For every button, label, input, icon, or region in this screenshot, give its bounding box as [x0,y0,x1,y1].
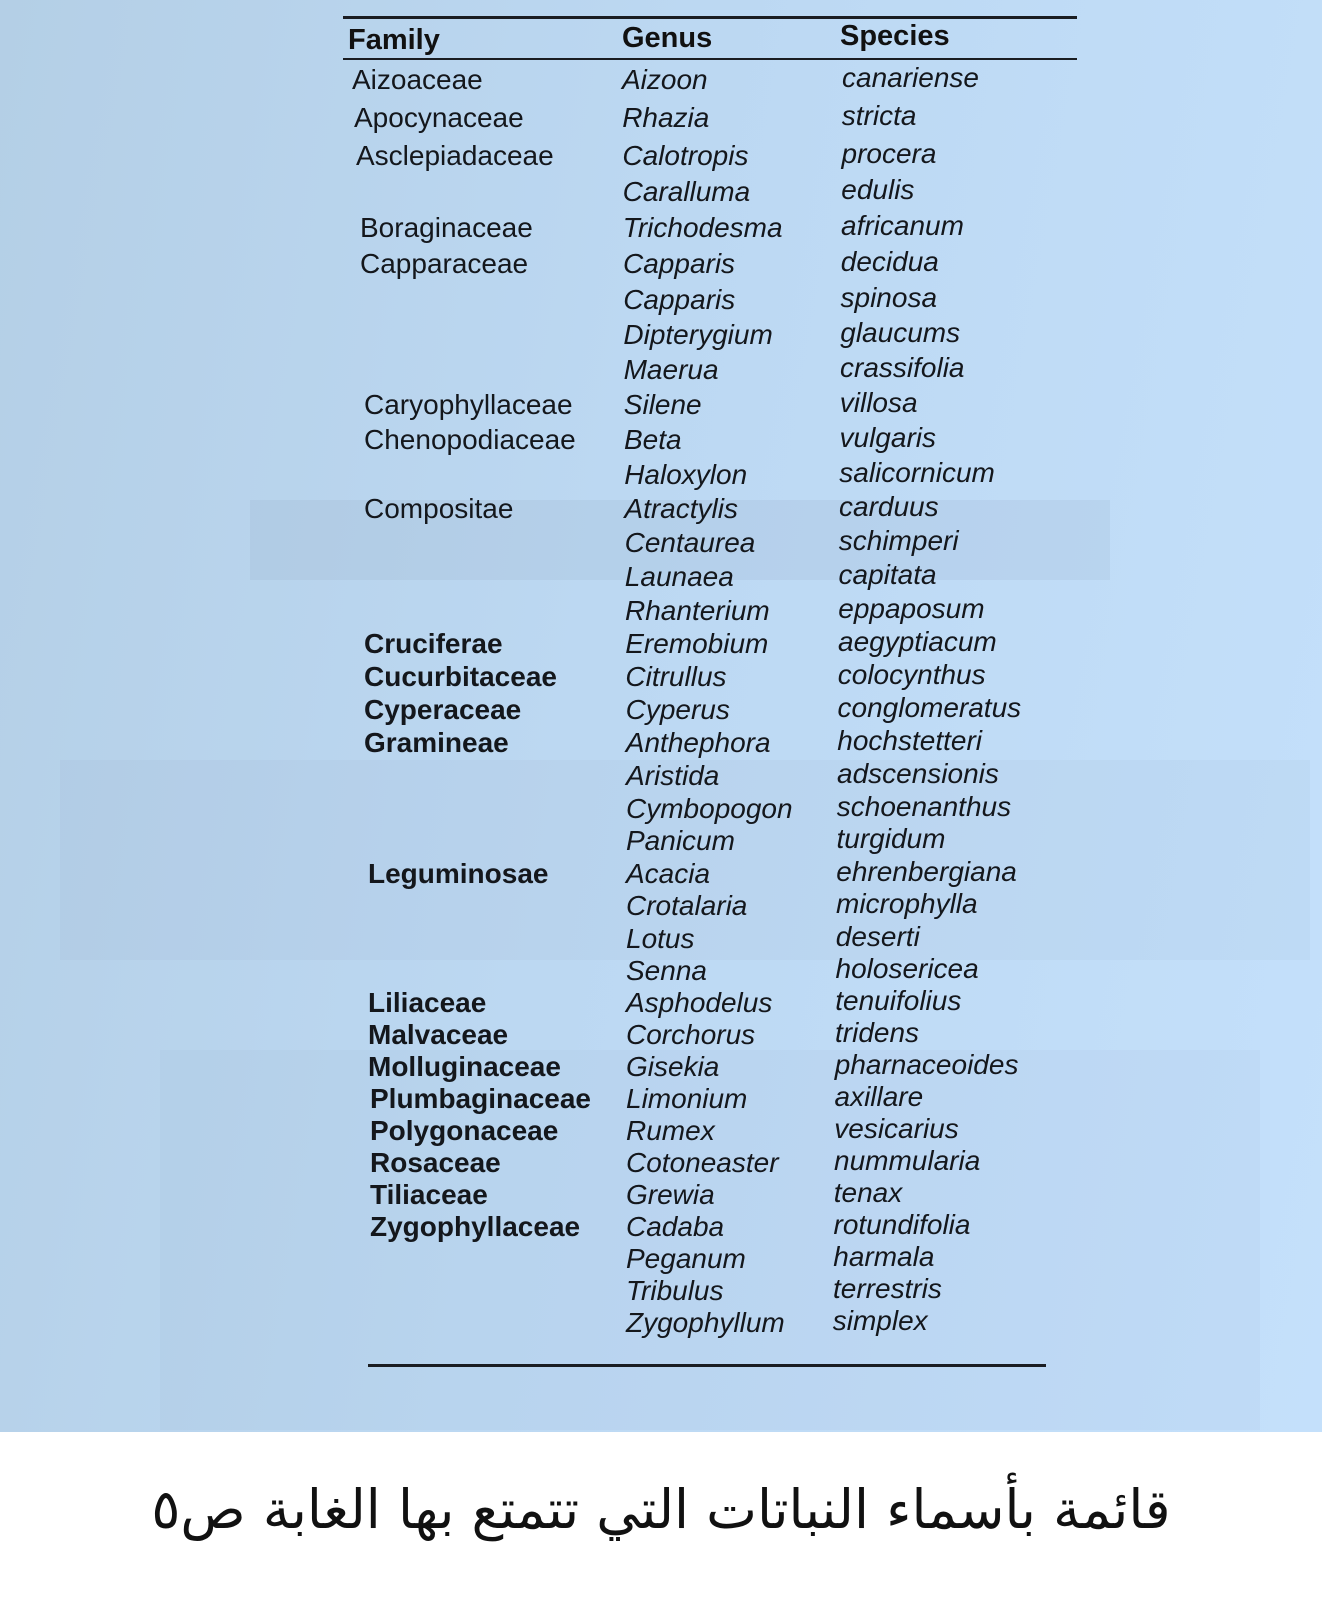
genus-cell: Limonium [626,1083,748,1114]
genus-cell: Beta [624,424,682,455]
species-cell: edulis [841,174,915,205]
genus-cell: Silene [623,389,702,420]
species-cell: spinosa [840,282,938,313]
genus-cell: Aizoon [622,64,708,95]
genus-cell: Launaea [624,561,734,592]
species-cell: vesicarius [834,1113,959,1144]
header-family: Family [348,24,440,56]
genus-cell: Haloxylon [624,459,748,490]
genus-cell: Calotropis [622,140,749,171]
genus-cell: Citrullus [625,661,727,692]
family-cell: Polygonaceae [370,1115,559,1146]
species-cell: villosa [839,387,918,418]
genus-cell: Zygophyllum [626,1307,785,1338]
genus-cell: Cyperus [625,694,730,725]
species-cell: capitata [838,559,937,590]
species-cell: harmala [833,1241,935,1272]
species-cell: tenax [833,1177,903,1208]
species-cell: pharnaceoides [834,1049,1019,1080]
genus-cell: Peganum [626,1243,746,1274]
table-header-rule [343,58,1077,60]
species-cell: decidua [840,246,939,277]
species-cell: tridens [835,1017,920,1048]
genus-cell: Eremobium [625,628,769,659]
genus-cell: Acacia [626,858,711,889]
family-cell: Boraginaceae [360,212,533,243]
species-cell: deserti [835,921,920,952]
family-cell: Capparaceae [360,248,529,279]
genus-cell: Grewia [626,1179,715,1210]
family-cell: Cruciferae [364,628,503,659]
family-cell: Gramineae [364,727,509,758]
family-cell: Zygophyllaceae [370,1211,581,1242]
species-cell: conglomeratus [837,692,1022,723]
family-cell: Molluginaceae [368,1051,561,1082]
genus-cell: Capparis [623,284,736,315]
family-cell: Malvaceae [368,1019,509,1050]
family-cell: Tiliaceae [370,1179,488,1210]
species-cell: carduus [839,491,939,522]
species-cell: hochstetteri [837,725,982,756]
genus-cell: Anthephora [625,727,771,758]
family-cell: Cyperaceae [364,694,522,725]
species-cell: africanum [841,210,964,241]
species-cell: salicornicum [839,457,995,488]
genus-cell: Rumex [626,1115,715,1146]
family-cell: Leguminosae [368,858,549,889]
genus-cell: Trichodesma [622,212,783,243]
genus-cell: Gisekia [626,1051,720,1082]
species-cell: glaucums [840,317,961,348]
family-cell: Cucurbitaceae [364,661,557,692]
species-cell: colocynthus [837,659,986,690]
genus-cell: Aristida [626,760,720,791]
species-cell: canariense [842,62,979,93]
family-cell: Liliaceae [368,987,487,1018]
species-cell: adscensionis [837,758,999,789]
family-cell: Apocynaceae [354,102,524,133]
genus-cell: Senna [626,955,707,986]
species-cell: terrestris [833,1273,942,1304]
table-bottom-rule [368,1364,1046,1367]
family-cell: Aizoaceae [352,64,483,95]
species-cell: eppaposum [838,593,985,624]
species-cell: vulgaris [839,422,936,453]
family-cell: Rosaceae [370,1147,501,1178]
genus-cell: Dipterygium [623,319,773,350]
species-cell: nummularia [834,1145,981,1176]
genus-cell: Lotus [626,923,695,954]
genus-cell: Atractylis [624,493,738,524]
species-cell: turgidum [836,823,946,854]
family-cell: Plumbaginaceae [370,1083,591,1114]
species-cell: procera [841,138,937,169]
table-top-rule [343,16,1077,19]
species-cell: aegyptiacum [838,626,997,657]
species-cell: schoenanthus [836,791,1012,822]
header-genus: Genus [622,22,713,54]
genus-cell: Rhanterium [625,595,770,626]
species-cell: crassifolia [840,352,965,383]
family-cell: Caryophyllaceae [364,389,573,420]
species-cell: rotundifolia [833,1209,971,1240]
header-species: Species [840,20,950,52]
genus-cell: Caralluma [622,176,751,207]
genus-cell: Rhazia [622,102,710,133]
species-cell: holosericea [835,953,979,984]
genus-cell: Capparis [623,248,736,279]
genus-cell: Maerua [623,354,719,385]
species-cell: axillare [834,1081,924,1112]
family-cell: Chenopodiaceae [364,424,576,455]
species-cell: tenuifolius [835,985,962,1016]
arabic-caption: قائمة بأسماء النباتات التي تتمتع بها الغابة ص٥ [151,1478,1171,1541]
genus-cell: Corchorus [626,1019,756,1050]
genus-cell: Crotalaria [626,890,748,921]
species-cell: microphylla [836,888,978,919]
species-cell: stricta [841,100,917,131]
species-cell: schimperi [838,525,959,556]
genus-cell: Cadaba [626,1211,725,1242]
species-cell: ehrenbergiana [836,856,1017,887]
genus-cell: Asphodelus [626,987,773,1018]
family-cell: Asclepiadaceae [356,140,554,171]
genus-cell: Centaurea [624,527,756,558]
genus-cell: Tribulus [626,1275,724,1306]
family-cell: Compositae [364,493,514,524]
genus-cell: Cymbopogon [626,793,793,824]
genus-cell: Cotoneaster [626,1147,779,1178]
genus-cell: Panicum [626,825,735,856]
species-cell: simplex [832,1305,928,1336]
